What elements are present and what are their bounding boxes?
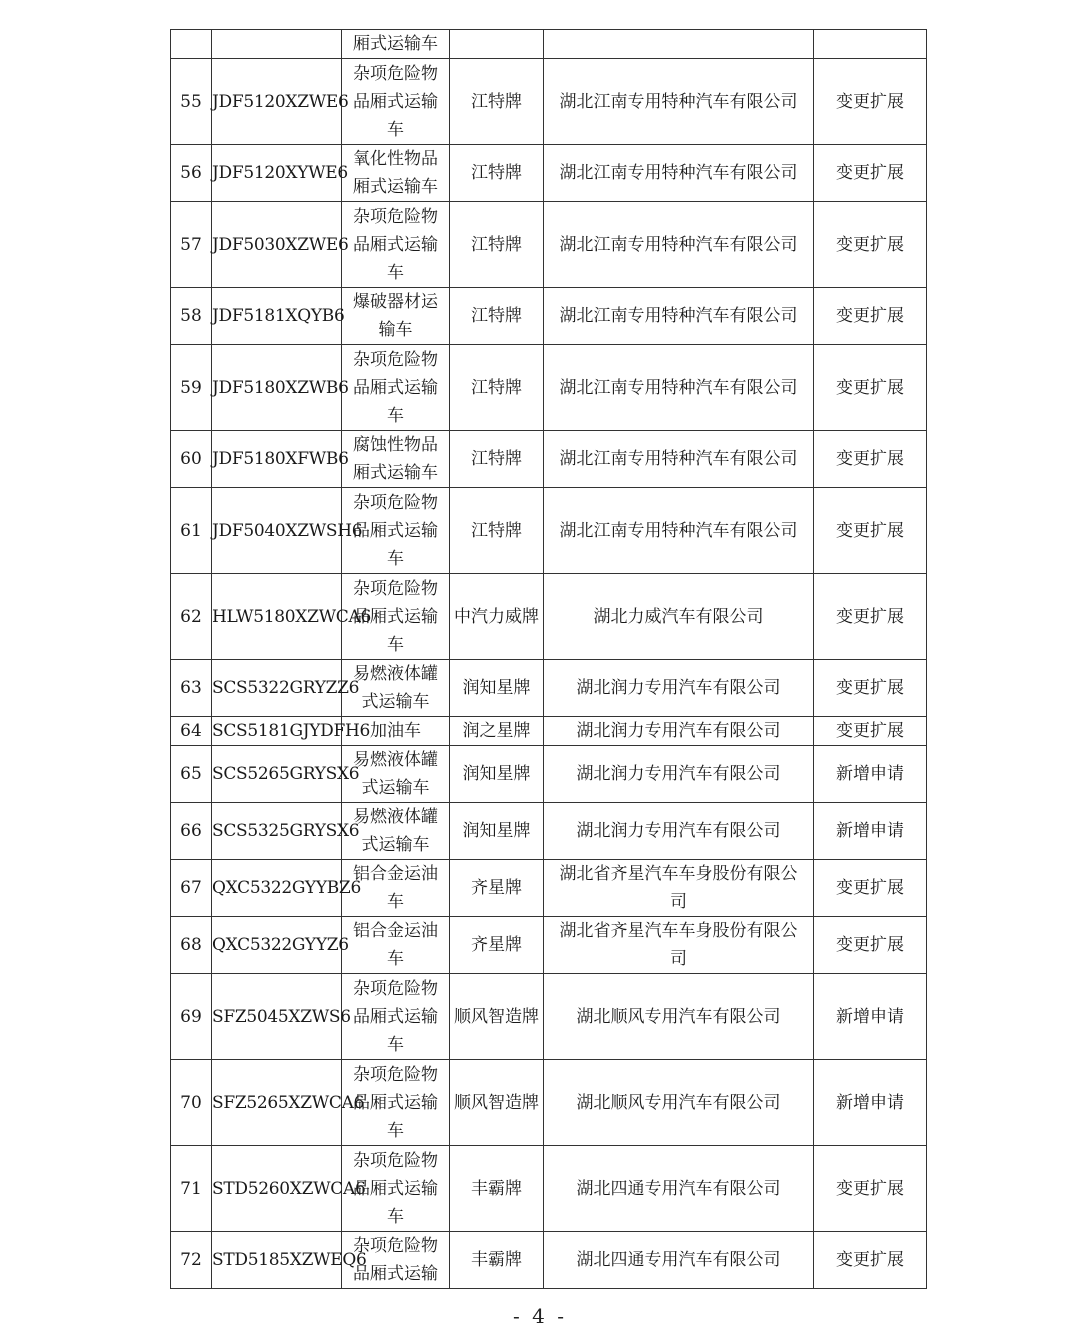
manufacturer-name: 湖北力威汽车有限公司 bbox=[544, 574, 814, 660]
table-row bbox=[171, 917, 927, 974]
application-type: 变更扩展 bbox=[814, 660, 927, 717]
table-row bbox=[171, 974, 927, 1060]
vehicle-name: 易燃液体罐 式运输车 bbox=[342, 803, 450, 860]
application-type: 新增申请 bbox=[814, 1060, 927, 1146]
application-type: 变更扩展 bbox=[814, 59, 927, 145]
application-type: 变更扩展 bbox=[814, 488, 927, 574]
table-row bbox=[171, 1146, 927, 1232]
row-number: 57 bbox=[171, 202, 212, 288]
brand-name: 中汽力威牌 bbox=[450, 574, 544, 660]
vehicle-model-code: HLW5180XZWCA6 bbox=[212, 574, 342, 660]
vehicle-model-code: STD5185XZWEQ6 bbox=[212, 1232, 342, 1289]
application-type: 变更扩展 bbox=[814, 202, 927, 288]
table-row bbox=[171, 345, 927, 431]
manufacturer-name: 湖北江南专用特种汽车有限公司 bbox=[544, 288, 814, 345]
brand-name: 江特牌 bbox=[450, 288, 544, 345]
brand-name: 江特牌 bbox=[450, 59, 544, 145]
row-number: 61 bbox=[171, 488, 212, 574]
vehicle-name: 氧化性物品 厢式运输车 bbox=[342, 145, 450, 202]
application-type: 变更扩展 bbox=[814, 431, 927, 488]
application-type: 变更扩展 bbox=[814, 717, 927, 746]
vehicle-name: 加油车 bbox=[342, 717, 450, 746]
vehicle-model-code: QXC5322GYYBZ6 bbox=[212, 860, 342, 917]
row-number: 66 bbox=[171, 803, 212, 860]
row-number: 64 bbox=[171, 717, 212, 746]
vehicle-name: 易燃液体罐 式运输车 bbox=[342, 746, 450, 803]
application-type: 变更扩展 bbox=[814, 1146, 927, 1232]
row-number: 59 bbox=[171, 345, 212, 431]
brand-name: 江特牌 bbox=[450, 431, 544, 488]
application-type: 新增申请 bbox=[814, 803, 927, 860]
manufacturer-name: 湖北江南专用特种汽车有限公司 bbox=[544, 345, 814, 431]
row-number: 70 bbox=[171, 1060, 212, 1146]
application-type: 变更扩展 bbox=[814, 345, 927, 431]
row-number: 63 bbox=[171, 660, 212, 717]
application-type: 变更扩展 bbox=[814, 574, 927, 660]
manufacturer-name: 湖北四通专用汽车有限公司 bbox=[544, 1232, 814, 1289]
application-type: 新增申请 bbox=[814, 974, 927, 1060]
application-type: 变更扩展 bbox=[814, 1232, 927, 1289]
brand-name: 润之星牌 bbox=[450, 717, 544, 746]
vehicle-name: 杂项危险物 品厢式运输 车 bbox=[342, 974, 450, 1060]
application-type: 变更扩展 bbox=[814, 917, 927, 974]
vehicle-name: 杂项危险物 品厢式运输 车 bbox=[342, 1060, 450, 1146]
application-type bbox=[814, 30, 927, 59]
row-number: 68 bbox=[171, 917, 212, 974]
table-row bbox=[171, 860, 927, 917]
manufacturer-name: 湖北江南专用特种汽车有限公司 bbox=[544, 59, 814, 145]
row-number: 55 bbox=[171, 59, 212, 145]
brand-name: 丰霸牌 bbox=[450, 1146, 544, 1232]
brand-name: 齐星牌 bbox=[450, 917, 544, 974]
vehicle-model-code: JDF5181XQYB6 bbox=[212, 288, 342, 345]
vehicle-model-code: JDF5120XYWE6 bbox=[212, 145, 342, 202]
vehicle-model-code: JDF5180XZWB6 bbox=[212, 345, 342, 431]
vehicle-name: 杂项危险物 品厢式运输 bbox=[342, 1232, 450, 1289]
table-body bbox=[171, 30, 927, 1289]
vehicle-name: 腐蚀性物品 厢式运输车 bbox=[342, 431, 450, 488]
table-row bbox=[171, 803, 927, 860]
row-number: 56 bbox=[171, 145, 212, 202]
brand-name: 江特牌 bbox=[450, 345, 544, 431]
table-row bbox=[171, 59, 927, 145]
manufacturer-name: 湖北润力专用汽车有限公司 bbox=[544, 660, 814, 717]
table-row bbox=[171, 746, 927, 803]
brand-name: 齐星牌 bbox=[450, 860, 544, 917]
vehicle-name: 杂项危险物 品厢式运输 车 bbox=[342, 59, 450, 145]
table-row bbox=[171, 202, 927, 288]
vehicle-name: 铝合金运油 车 bbox=[342, 917, 450, 974]
table-row bbox=[171, 145, 927, 202]
brand-name: 江特牌 bbox=[450, 488, 544, 574]
vehicle-name: 铝合金运油 车 bbox=[342, 860, 450, 917]
vehicle-name: 爆破器材运 输车 bbox=[342, 288, 450, 345]
row-number: 58 bbox=[171, 288, 212, 345]
brand-name: 丰霸牌 bbox=[450, 1232, 544, 1289]
application-type: 变更扩展 bbox=[814, 145, 927, 202]
table-row bbox=[171, 1060, 927, 1146]
row-number: 60 bbox=[171, 431, 212, 488]
table-row bbox=[171, 431, 927, 488]
vehicle-name: 易燃液体罐 式运输车 bbox=[342, 660, 450, 717]
vehicle-model-code: SCS5181GJYDFH6 bbox=[212, 717, 342, 746]
vehicle-model-code: JDF5040XZWSH6 bbox=[212, 488, 342, 574]
vehicle-name: 厢式运输车 bbox=[342, 30, 450, 59]
vehicle-name: 杂项危险物 品厢式运输 车 bbox=[342, 345, 450, 431]
brand-name: 顺风智造牌 bbox=[450, 974, 544, 1060]
vehicle-model-code bbox=[212, 30, 342, 59]
row-number: 65 bbox=[171, 746, 212, 803]
manufacturer-name: 湖北江南专用特种汽车有限公司 bbox=[544, 488, 814, 574]
manufacturer-name: 湖北省齐星汽车车身股份有限公 司 bbox=[544, 917, 814, 974]
application-type: 变更扩展 bbox=[814, 860, 927, 917]
row-number: 71 bbox=[171, 1146, 212, 1232]
vehicle-catalog-table bbox=[170, 29, 927, 1289]
row-number: 62 bbox=[171, 574, 212, 660]
manufacturer-name: 湖北顺风专用汽车有限公司 bbox=[544, 1060, 814, 1146]
vehicle-model-code: JDF5030XZWE6 bbox=[212, 202, 342, 288]
vehicle-model-code: SFZ5045XZWS6 bbox=[212, 974, 342, 1060]
manufacturer-name: 湖北四通专用汽车有限公司 bbox=[544, 1146, 814, 1232]
manufacturer-name bbox=[544, 30, 814, 59]
vehicle-name: 杂项危险物 品厢式运输 车 bbox=[342, 488, 450, 574]
page-number: - 4 - bbox=[513, 1304, 567, 1328]
brand-name: 润知星牌 bbox=[450, 660, 544, 717]
manufacturer-name: 湖北江南专用特种汽车有限公司 bbox=[544, 202, 814, 288]
brand-name: 顺风智造牌 bbox=[450, 1060, 544, 1146]
brand-name: 江特牌 bbox=[450, 202, 544, 288]
vehicle-name: 杂项危险物 品厢式运输 车 bbox=[342, 574, 450, 660]
application-type: 变更扩展 bbox=[814, 288, 927, 345]
table-row bbox=[171, 1232, 927, 1289]
row-number: 69 bbox=[171, 974, 212, 1060]
brand-name bbox=[450, 30, 544, 59]
manufacturer-name: 湖北润力专用汽车有限公司 bbox=[544, 803, 814, 860]
vehicle-model-code: JDF5180XFWB6 bbox=[212, 431, 342, 488]
vehicle-model-code: SCS5265GRYSX6 bbox=[212, 746, 342, 803]
vehicle-model-code: SCS5325GRYSX6 bbox=[212, 803, 342, 860]
manufacturer-name: 湖北省齐星汽车车身股份有限公 司 bbox=[544, 860, 814, 917]
brand-name: 润知星牌 bbox=[450, 746, 544, 803]
table-row bbox=[171, 30, 927, 59]
manufacturer-name: 湖北润力专用汽车有限公司 bbox=[544, 717, 814, 746]
vehicle-model-code: JDF5120XZWE6 bbox=[212, 59, 342, 145]
vehicle-name: 杂项危险物 品厢式运输 车 bbox=[342, 202, 450, 288]
manufacturer-name: 湖北江南专用特种汽车有限公司 bbox=[544, 431, 814, 488]
brand-name: 润知星牌 bbox=[450, 803, 544, 860]
row-number bbox=[171, 30, 212, 59]
vehicle-model-code: SFZ5265XZWCA6 bbox=[212, 1060, 342, 1146]
table-row bbox=[171, 660, 927, 717]
vehicle-model-code: SCS5322GRYZZ6 bbox=[212, 660, 342, 717]
table-row bbox=[171, 488, 927, 574]
vehicle-name: 杂项危险物 品厢式运输 车 bbox=[342, 1146, 450, 1232]
table-row bbox=[171, 288, 927, 345]
row-number: 72 bbox=[171, 1232, 212, 1289]
row-number: 67 bbox=[171, 860, 212, 917]
vehicle-model-code: STD5260XZWCA6 bbox=[212, 1146, 342, 1232]
table-row bbox=[171, 717, 927, 746]
application-type: 新增申请 bbox=[814, 746, 927, 803]
manufacturer-name: 湖北江南专用特种汽车有限公司 bbox=[544, 145, 814, 202]
manufacturer-name: 湖北顺风专用汽车有限公司 bbox=[544, 974, 814, 1060]
table-row bbox=[171, 574, 927, 660]
brand-name: 江特牌 bbox=[450, 145, 544, 202]
vehicle-model-code: QXC5322GYYZ6 bbox=[212, 917, 342, 974]
manufacturer-name: 湖北润力专用汽车有限公司 bbox=[544, 746, 814, 803]
